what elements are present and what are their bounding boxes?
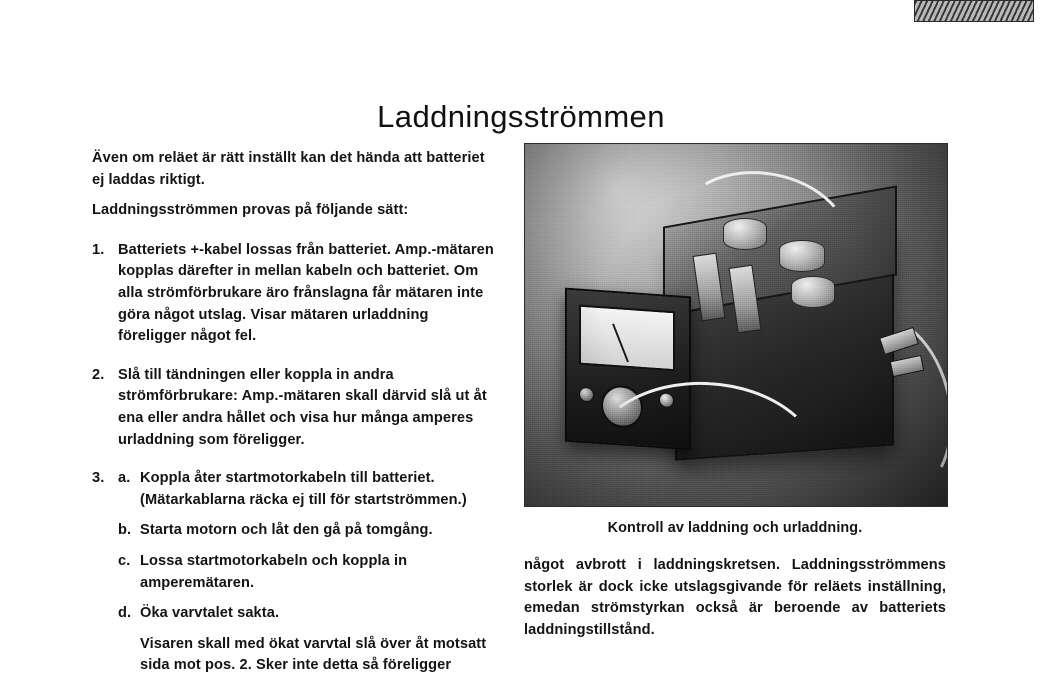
list-item	[118, 520, 497, 542]
sub-item-text: Koppla åter startmotorkabeln till batteriet. (Mätarkablarna räcka ej till för startströmmen.)	[140, 470, 467, 508]
sub-item-letter: c.	[118, 552, 131, 569]
step-number: 2.	[92, 366, 105, 383]
sub-item-letter: b.	[118, 522, 132, 539]
procedure-steps	[92, 240, 497, 677]
sub-item-text: Starta motorn och låt den gå på tomgång.	[140, 522, 433, 539]
left-text-column	[92, 148, 497, 694]
lead-paragraph-2: Laddningsströmmen provas på följande sätt:	[92, 202, 409, 219]
list-item	[118, 551, 497, 594]
step-text: Slå till tändningen eller koppla in andra strömförbrukare: Amp.-mätaren skall därvid slå ut åt ena eller andra hållet och visa hur många amperes urladdning som föreligger.	[118, 366, 487, 448]
photo-caption: Kontroll av laddning och urladdning.	[607, 520, 863, 536]
right-body-text	[524, 555, 946, 641]
list-item	[92, 365, 497, 451]
photograph-battery-meter	[524, 143, 948, 507]
sub-item-letter: d.	[118, 605, 132, 622]
list-item	[118, 468, 497, 511]
list-item	[92, 240, 497, 348]
right-column	[524, 143, 946, 641]
step-sub-list	[118, 468, 497, 625]
lead-paragraph-1: Även om reläet är rätt inställt kan det hända att batteriet ej laddas riktigt.	[92, 150, 485, 188]
list-item	[92, 468, 497, 677]
sub-item-text: Öka varvtalet sakta.	[140, 605, 280, 622]
sub-item-letter: a.	[118, 470, 131, 487]
step-number: 1.	[92, 241, 105, 258]
photo-vignette	[525, 144, 947, 506]
right-body-paragraph: något avbrott i laddningskretsen. Laddningsströmmens storlek är dock icke utslagsgivande för reläets inställning, emedan strömstyrkan också är beroende av batteriets laddningstillstånd.	[524, 557, 946, 638]
step-number: 3.	[92, 470, 105, 487]
sub-item-text: Lossa startmotorkabeln och koppla in amperemätaren.	[140, 552, 408, 591]
step-closing-text: Visaren skall med ökat varvtal slå över åt motsatt sida mot pos. 2. Sker inte detta så föreligger	[140, 635, 487, 674]
lead-paragraphs	[92, 148, 497, 222]
step-text: Batteriets +-kabel lossas från batteriet. Amp.-mätaren kopplas därefter in mellan kabeln och batteriet. Om alla strömförbrukare äro frånslagna får mätaren inte göra något utslag. Visar mätaren urladdning föreligger något fel.	[118, 241, 494, 345]
corner-hatch-marker	[914, 0, 1034, 22]
page-title: Laddningsströmmen	[377, 98, 665, 134]
list-item	[118, 603, 497, 625]
